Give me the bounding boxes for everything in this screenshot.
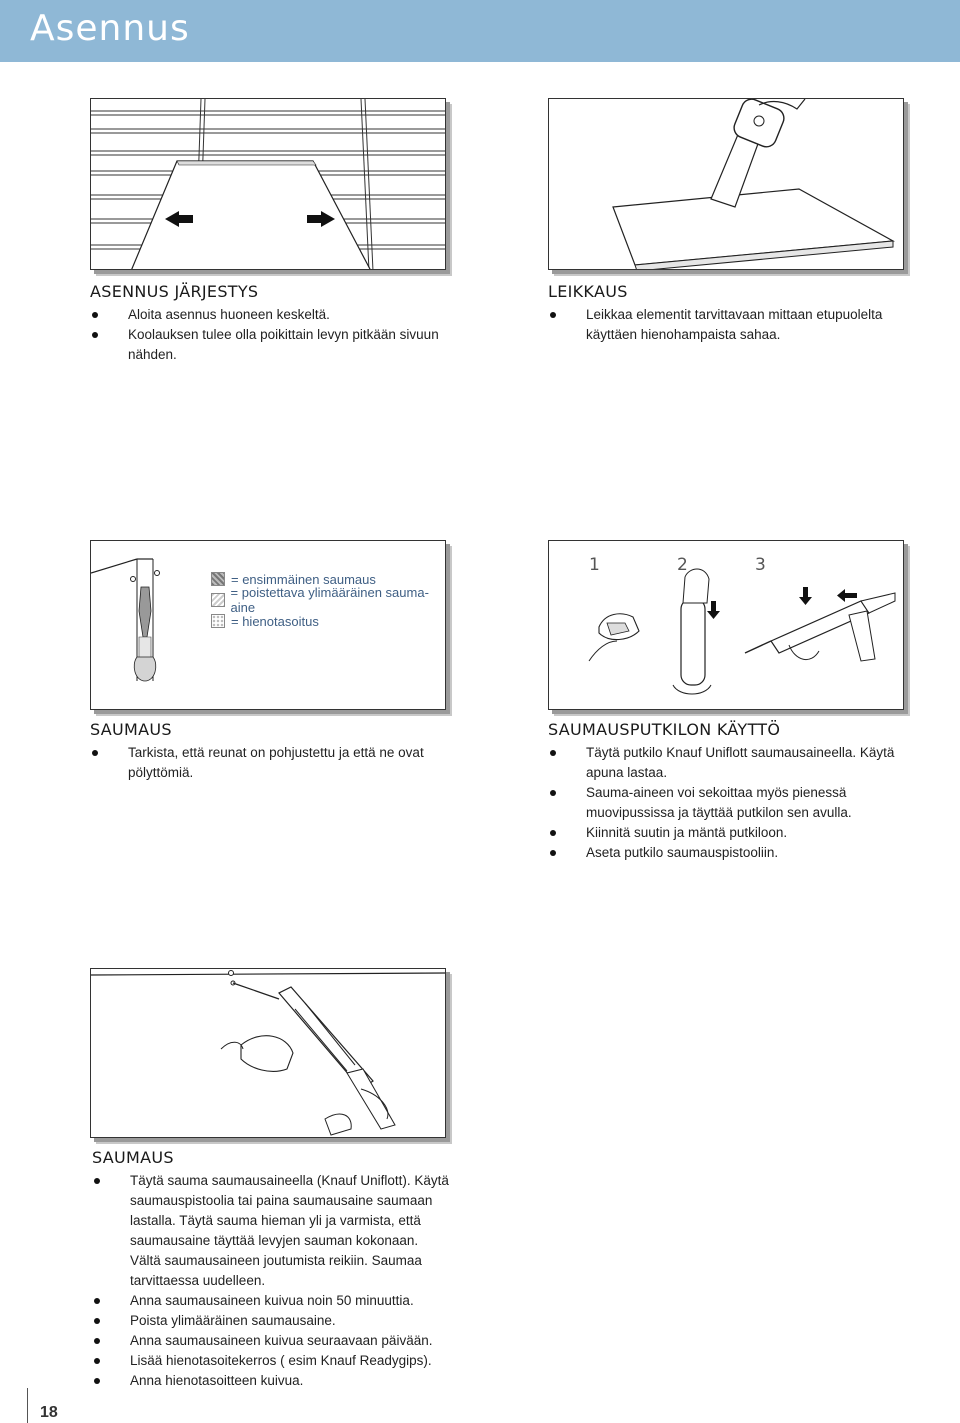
list-item: Poista ylimääräinen saumausaine.: [92, 1311, 452, 1331]
legend-label: = ensimmäinen saumaus: [231, 571, 376, 587]
list-item: Täytä putkilo Knauf Uniflott saumausaineella. Käytä apuna lastaa.: [548, 743, 898, 783]
section-saumaus: [90, 720, 490, 783]
section-saumausputkilon-kaytto: [548, 720, 898, 863]
page-number: 18: [40, 1404, 58, 1421]
section-title: LEIKKAUS: [548, 282, 628, 301]
swatch-fine-filler: [211, 614, 225, 628]
ceiling-illustration: [91, 99, 446, 270]
bullet-list: [92, 1171, 452, 1391]
swatch-first-seam: [211, 572, 225, 586]
list-item: Lisää hienotasoitekerros ( esim Knauf Readygips).: [92, 1351, 452, 1371]
list-item: Anna hienotasoitteen kuivua.: [92, 1371, 452, 1391]
list-item: Sauma-aineen voi sekoittaa myös pienessä muovipussissa ja täyttää putkilon sen avulla.: [548, 783, 898, 823]
bullet-list: [90, 743, 490, 783]
list-item: Aloita asennus huoneen keskeltä.: [90, 305, 490, 325]
seam-gun-illustration: [91, 969, 446, 1138]
list-item: Kiinnitä suutin ja mäntä putkiloon.: [548, 823, 898, 843]
section-title: SAUMAUS: [92, 1148, 174, 1167]
list-item: Leikkaa elementit tarvittavaan mittaan etupuolelta käyttäen hienohampaista sahaa.: [548, 305, 908, 345]
legend-label: = hienotasoitus: [231, 613, 319, 629]
list-item: Anna saumausaineen kuivua seuraavaan päivään.: [92, 1331, 452, 1351]
page-title: Asennus: [30, 8, 190, 49]
step-number: 2: [677, 555, 688, 575]
list-item: Tarkista, että reunat on pohjustettu ja että ne ovat pölyttömiä.: [90, 743, 490, 783]
bullet-list: [548, 743, 898, 863]
figure-seam-gun: [90, 968, 446, 1138]
arrow-left-icon: [845, 593, 857, 598]
section-saumaus-2: [92, 1148, 452, 1391]
tube-illustration: [549, 541, 904, 710]
list-item: Anna saumausaineen kuivua noin 50 minuuttia.: [92, 1291, 452, 1311]
figure-ceiling-installation: [90, 98, 446, 270]
figure-cutting: [548, 98, 904, 270]
step-number: 3: [755, 555, 766, 575]
list-item: Aseta putkilo saumauspistooliin.: [548, 843, 898, 863]
list-item: Koolauksen tulee olla poikittain levyn pitkään sivuun nähden.: [90, 325, 490, 365]
section-title: ASENNUS JÄRJESTYS: [90, 282, 259, 301]
section-leikkaus: [548, 282, 908, 345]
section-title: SAUMAUS: [90, 720, 172, 739]
bullet-list: [90, 305, 490, 365]
step-number: 1: [589, 555, 600, 575]
figure-tube-usage: [548, 540, 904, 710]
legend-item: [211, 585, 445, 615]
list-item: Täytä sauma saumausaineella (Knauf Uniflott). Käytä saumauspistoolia tai paina saumausaine saumaan lastalla. Täytä sauma hieman yli ja varmista, että saumausaine täyttää levyjen sauman kokonaan. Vältä saumausaineen joutumista reikiin. Saumaa tarvittaessa uudelleen.: [92, 1171, 452, 1291]
figure-seam-legend: [90, 540, 446, 710]
section-title: SAUMAUSPUTKILON KÄYTTÖ: [548, 720, 781, 739]
legend-label: = poistettava ylimääräinen sauma-aine: [230, 585, 429, 615]
page-number-divider: [0, 1388, 28, 1423]
legend: [211, 569, 445, 632]
page-header: [0, 0, 960, 62]
saw-illustration: [549, 99, 904, 270]
swatch-excess-compound: [211, 593, 225, 607]
section-asennus-jarjestys: [90, 282, 490, 365]
bullet-list: [548, 305, 908, 345]
